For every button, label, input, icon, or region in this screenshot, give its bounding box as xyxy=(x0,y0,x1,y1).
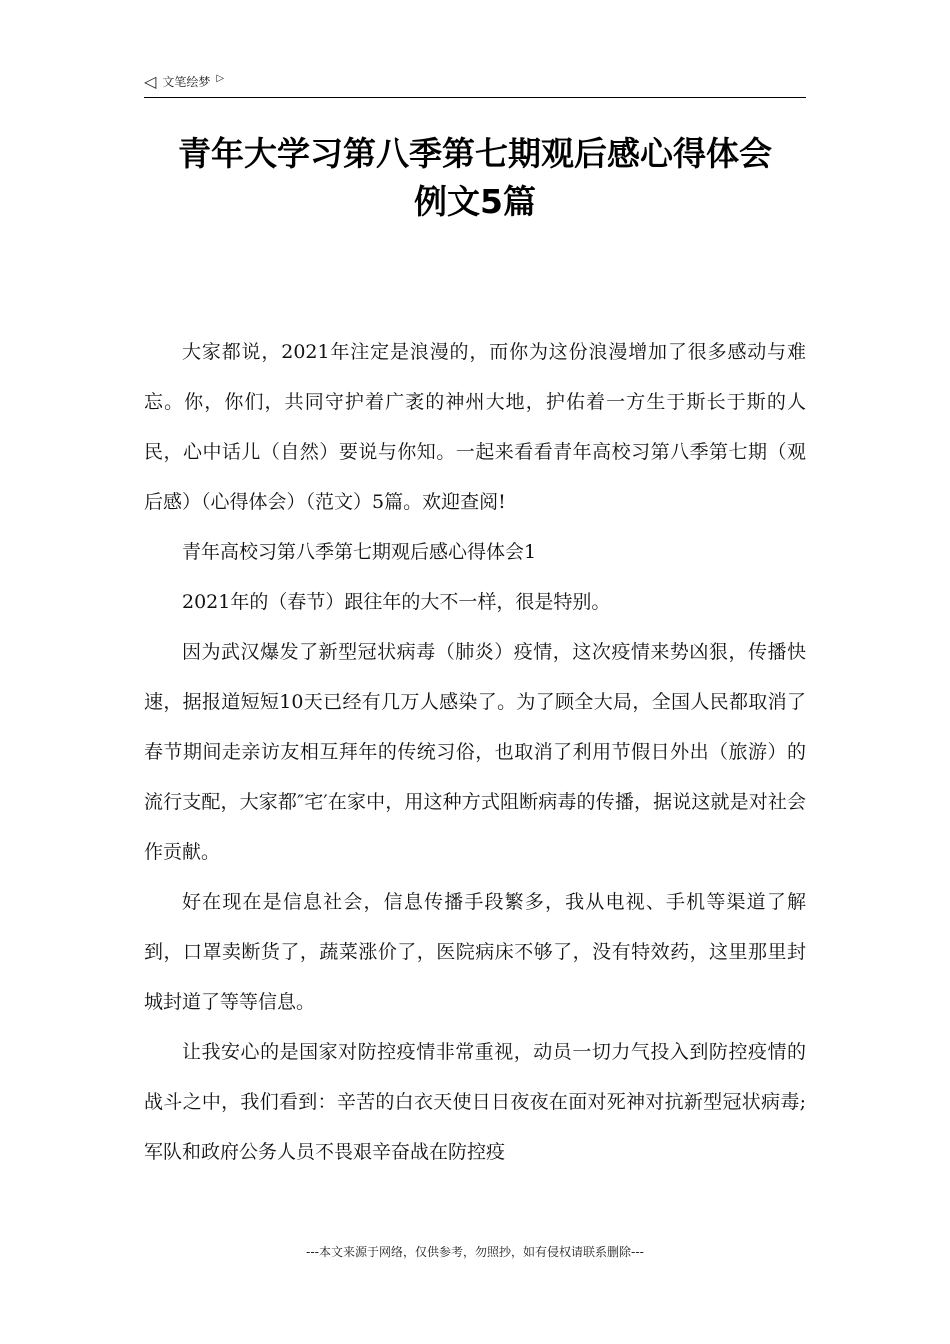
paragraph: 让我安心的是国家对防控疫情非常重视，动员一切力气投入到防控疫情的战斗之中，我们看到：辛苦的白衣天使日日夜夜在面对死神对抗新型冠状病毒;军队和政府公务人员不畏艰辛奋战在防控疫 xyxy=(144,1041,806,1163)
triangle-left-icon: ◁ xyxy=(144,72,157,91)
triangle-right-icon: ▷ xyxy=(216,73,225,84)
paragraph: 2021年的（春节）跟往年的大不一样，很是特别。 xyxy=(182,591,611,613)
paragraph-section-heading: 青年高校习第八季第七期观后感心得体会1 xyxy=(182,541,537,563)
paragraph-intro: 大家都说，2021年注定是浪漫的，而你为这份浪漫增加了很多感动与难忘。你，你们，共同守护着广袤的神州大地，护佑着一方生于斯长于斯的人民，心中话儿（自然）要说与你知。一起来看看青年高校习第八季第七期（观后感）（心得体会）（范文）5篇。欢迎查阅! xyxy=(144,341,806,513)
page-footer: ---本文来源于网络，仅供参考，勿照抄，如有侵权请联系删除--- xyxy=(306,1245,644,1259)
document-title xyxy=(120,130,830,226)
paragraph: 好在现在是信息社会，信息传播手段繁多，我从电视、手机等渠道了解到，口罩卖断货了，蔬菜涨价了，医院病床不够了，没有特效药，这里那里封城封道了等等信息。 xyxy=(144,891,806,1013)
title-line-2: 例文5篇 xyxy=(414,182,536,221)
document-body xyxy=(144,327,806,1177)
title-line-1: 青年大学习第八季第七期观后感心得体会 xyxy=(178,134,772,173)
page-header xyxy=(144,72,806,98)
header-divider xyxy=(144,97,806,98)
header-text: 文笔绘梦 xyxy=(162,75,211,89)
paragraph: 因为武汉爆发了新型冠状病毒（肺炎）疫情，这次疫情来势凶狠，传播快速，据报道短短10天已经有几万人感染了。为了顾全大局，全国人民都取消了春节期间走亲访友相互拜年的传统习俗，也取消了利用节假日外出（旅游）的流行支配，大家都″宅′在家中，用这种方式阻断病毒的传播，据说这就是对社会作贡献。 xyxy=(144,641,806,863)
